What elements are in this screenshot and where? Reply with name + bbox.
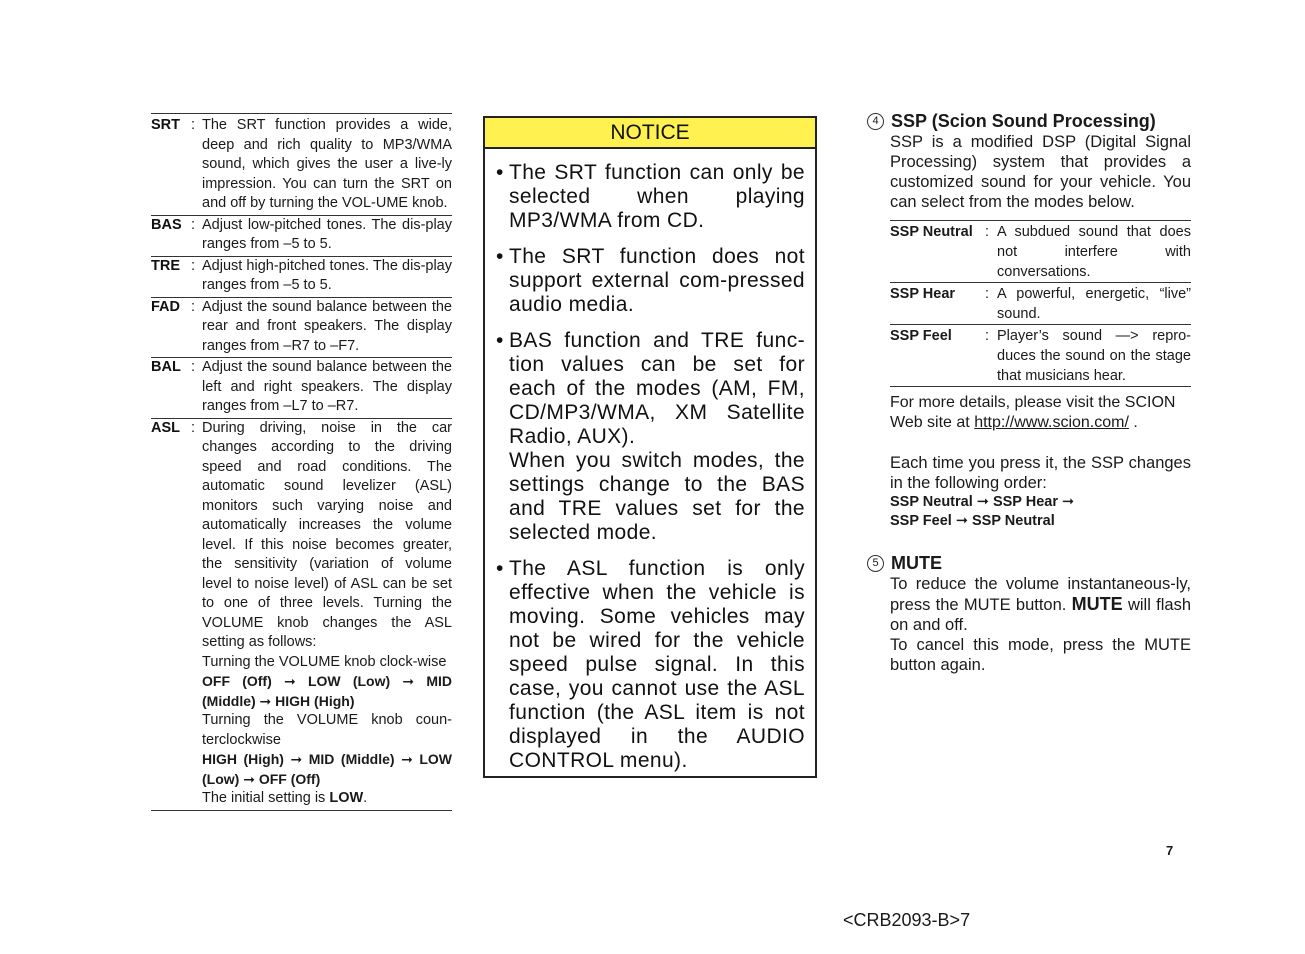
mute-display-label: MUTE — [1071, 594, 1123, 614]
term-bas: BAS — [151, 216, 182, 233]
desc-asl-counterclockwise: Turning the VOLUME knob coun-terclockwise — [202, 712, 452, 748]
notice-box — [483, 116, 817, 778]
ssp-modes-table — [890, 220, 1191, 387]
notice-list — [485, 149, 815, 773]
desc-bal: Adjust the sound balance between the left and right speakers. The display ranges from –L7 to –R7. — [202, 359, 452, 414]
desc-asl-clockwise: Turning the VOLUME knob clock-wise — [202, 653, 447, 670]
desc-fad: Adjust the sound balance between the rear and front speakers. The display ranges from –R7 to –F7. — [202, 298, 452, 354]
circled-number-4-icon: 4 — [867, 113, 884, 130]
notice-title: NOTICE — [485, 118, 815, 149]
asl-initial-value: LOW — [329, 790, 364, 806]
ssp-press-text: Each time you press it, the SSP changes in the following order: — [890, 454, 1191, 492]
desc-srt: The SRT function provides a wide, deep and rich quality to MP3/WMA sound, which gives the user a live-ly impression. You can turn the SRT on and off by turning the VOL-UME knob. — [202, 117, 452, 211]
circled-number-5-icon: 5 — [867, 555, 884, 572]
mute-text-1: To reduce the volume instantaneous-ly, press the MUTE button. MUTE will flash on and off. — [890, 575, 1192, 634]
asl-sequence-clockwise: OFF (Off) ➞ LOW (Low) ➞ MID (Middle) ➞ HIGH (High) — [202, 673, 452, 709]
ssp-section-title: SSP (Scion Sound Processing) — [891, 111, 1156, 131]
term-tre: TRE — [151, 257, 180, 274]
definition-row-bas: BAS : Adjust low-pitched tones. The dis-play ranges from –5 to 5. — [151, 216, 452, 257]
ssp-mode-term: SSP Neutral — [890, 224, 973, 240]
definition-row-asl: ASL : During driving, noise in the car changes according to the driving speed and road conditions. The automatic sound levelizer (ASL) monitors such varying noise and automatically increases the volume level. If this noise becomes greater, the sensitivity (variation of volume level to noise level) of ASL can be set to one of three levels. Turning the VOLUME knob changes the ASL setting as follows: Turning the VOLUME knob clock-wise OFF (Off) ➞ LOW (Low) ➞ MID (Middle) ➞ HIGH (High) Turning the VOLUME knob coun-terclockwise HIGH (High) ➞ MID (Middle) ➞ LOW (Low) ➞ OFF (Off) The initial setting is LOW. — [151, 419, 452, 811]
desc-asl: During driving, noise in the car changes according to the driving speed and road conditions. The automatic sound levelizer (ASL) monitors such varying noise and automatically increases the volume level. If this noise becomes greater, the sensitivity (variation of volume level to noise level) of ASL can be set to one of three levels. Turning the VOLUME knob changes the ASL setting as follows: — [202, 419, 452, 650]
scion-website-link[interactable]: http://www.scion.com/ — [974, 414, 1129, 431]
ssp-mode-term: SSP Hear — [890, 286, 956, 302]
ssp-details: For more details, please visit the SCION Web site at http://www.scion.com/ . — [890, 394, 1176, 431]
ssp-section-heading — [867, 110, 1191, 132]
notice-item: • The SRT function can only be selected when playing MP3/WMA from CD. — [496, 161, 805, 232]
ssp-mode-desc: A subdued sound that does not interfere with conversations. — [997, 224, 1191, 280]
definition-row-fad: FAD : Adjust the sound balance between the rear and front speakers. The display ranges from –R7 to –F7. — [151, 298, 452, 359]
bullet-icon: • — [496, 245, 504, 268]
definition-row-tre: TRE : Adjust high-pitched tones. The dis-play ranges from –5 to 5. — [151, 257, 452, 298]
ssp-mode-row: SSP Hear : A powerful, energetic, “live” sound. — [890, 283, 1191, 325]
ssp-mode-term: SSP Feel — [890, 328, 952, 344]
notice-item: • The SRT function does not support external com-pressed audio media. — [496, 245, 805, 316]
term-bal: BAL — [151, 359, 181, 375]
mute-section-heading — [867, 552, 1191, 574]
bullet-icon: • — [496, 557, 504, 580]
settings-definition-table — [151, 113, 452, 811]
desc-tre: Adjust high-pitched tones. The dis-play ranges from –5 to 5. — [202, 257, 452, 293]
notice-item: • BAS function and TRE func-tion values can be set for each of the modes (AM, FM, CD/MP3/WMA, XM Satellite Radio, AUX). When you switch modes, the settings change to the BAS and TRE values set for the selected mode. — [496, 329, 805, 544]
definition-row-srt: SRT : The SRT function provides a wide, deep and rich quality to MP3/WMA sound, which gives the user a live-ly impression. You can turn the SRT on and off by turning the VOL-UME knob. — [151, 114, 452, 216]
term-fad: FAD — [151, 298, 180, 315]
mute-text-2: To cancel this mode, press the MUTE button again. — [890, 636, 1191, 674]
document-code: <CRB2093-B>7 — [843, 910, 971, 930]
page-number: 7 — [1166, 843, 1174, 858]
right-column — [867, 110, 1191, 675]
term-srt: SRT — [151, 117, 180, 133]
asl-initial-setting: The initial setting is LOW. — [202, 790, 368, 806]
ssp-intro: SSP is a modified DSP (Digital Signal Processing) system that provides a customized sound for your vehicle. You can select from the modes below. — [890, 133, 1191, 211]
mute-section-title: MUTE — [891, 553, 942, 573]
definition-row-bal: BAL : Adjust the sound balance between the left and right speakers. The display ranges from –L7 to –R7. — [151, 358, 452, 419]
bullet-icon: • — [496, 329, 504, 352]
ssp-order-line-2: SSP Feel ➞ SSP Neutral — [890, 513, 1055, 529]
ssp-mode-row: SSP Feel : Player’s sound —> repro-duces the sound on the stage that musicians hear. — [890, 325, 1191, 387]
bullet-icon: • — [496, 161, 504, 184]
asl-sequence-counterclockwise: HIGH (High) ➞ MID (Middle) ➞ LOW (Low) ➞ OFF (Off) — [202, 751, 452, 787]
term-asl: ASL — [151, 419, 180, 436]
ssp-order-line-1: SSP Neutral ➞ SSP Hear ➞ — [890, 494, 1075, 510]
ssp-mode-row: SSP Neutral : A subdued sound that does not interfere with conversations. — [890, 221, 1191, 283]
ssp-mode-desc: Player’s sound —> repro-duces the sound on the stage that musicians hear. — [997, 328, 1191, 384]
ssp-mode-desc: A powerful, energetic, “live” sound. — [997, 286, 1191, 322]
notice-item: • The ASL function is only effective when the vehicle is moving. Some vehicles may not be wired for the vehicle speed pulse signal. In this case, you cannot use the ASL function (the ASL item is not displayed in the AUDIO CONTROL menu). — [496, 557, 805, 772]
desc-bas: Adjust low-pitched tones. The dis-play ranges from –5 to 5. — [202, 216, 452, 252]
